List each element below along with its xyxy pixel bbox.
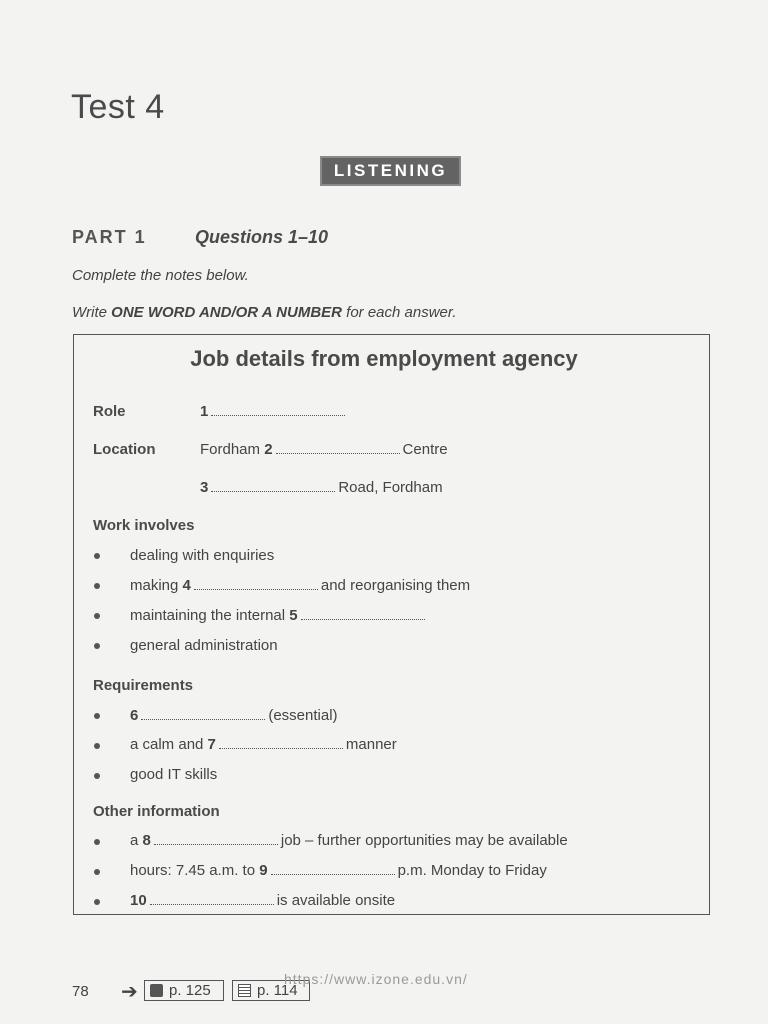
work-item-2 xyxy=(130,577,470,594)
other-item-2 xyxy=(130,862,547,879)
instruction-emphasis: ONE WORD AND/OR A NUMBER xyxy=(111,304,342,321)
answer-key-icon xyxy=(150,984,163,997)
section-badge: LISTENING xyxy=(320,156,461,186)
requirements-heading: Requirements xyxy=(93,677,194,694)
location-text: Road, Fordham xyxy=(338,479,443,496)
answer-blank[interactable] xyxy=(219,748,343,749)
instruction-line-2 xyxy=(72,304,457,321)
requirements-item-1 xyxy=(130,707,338,724)
answer-blank[interactable] xyxy=(271,874,395,875)
watermark: https://www.izone.edu.vn/ xyxy=(284,971,468,987)
answer-blank[interactable] xyxy=(154,844,278,845)
instruction-text: for each answer. xyxy=(342,304,457,321)
other-text: is available onsite xyxy=(276,892,396,909)
location-line-2 xyxy=(200,479,443,496)
arrow-right-icon: ➔ xyxy=(121,981,138,1003)
other-item-3 xyxy=(130,892,395,909)
answer-blank[interactable] xyxy=(150,904,274,905)
question-number: 2 xyxy=(264,441,273,458)
transcript-icon xyxy=(238,984,251,997)
question-number: 1 xyxy=(200,403,209,420)
question-number: 8 xyxy=(142,832,151,849)
work-item-3 xyxy=(130,607,428,624)
question-number: 9 xyxy=(259,862,268,879)
location-label: Location xyxy=(93,441,156,458)
questions-label: Questions 1–10 xyxy=(195,227,329,247)
requirements-item-2 xyxy=(130,736,397,753)
instruction-text: Write xyxy=(72,304,112,321)
location-text: Centre xyxy=(402,441,448,458)
other-text: a xyxy=(130,832,139,849)
requirements-text: a calm and xyxy=(130,736,204,753)
question-number: 4 xyxy=(182,577,191,594)
bullet-icon xyxy=(94,643,100,649)
answer-blank[interactable] xyxy=(276,453,400,454)
answer-key-reference[interactable] xyxy=(144,980,224,1001)
requirements-text: manner xyxy=(345,736,397,753)
answer-blank[interactable] xyxy=(194,589,318,590)
role-label: Role xyxy=(93,403,126,420)
work-text: making xyxy=(130,577,179,594)
work-item-4: general administration xyxy=(130,637,278,654)
answer-blank[interactable] xyxy=(211,491,335,492)
notes-title: Job details from employment agency xyxy=(190,346,578,371)
work-heading: Work involves xyxy=(93,517,195,534)
bullet-icon xyxy=(94,869,100,875)
answer-blank[interactable] xyxy=(301,619,425,620)
question-number: 5 xyxy=(289,607,298,624)
bullet-icon xyxy=(94,583,100,589)
location-text: Fordham xyxy=(200,441,261,458)
other-item-1 xyxy=(130,832,568,849)
other-text: job – further opportunities may be available xyxy=(280,832,568,849)
answer-key-page: p. 125 xyxy=(169,982,211,999)
transcript-page: p. 114 xyxy=(257,982,298,999)
answer-blank[interactable] xyxy=(141,719,265,720)
other-text: p.m. Monday to Friday xyxy=(397,862,547,879)
test-title: Test 4 xyxy=(71,88,165,126)
bullet-icon xyxy=(94,553,100,559)
bullet-icon xyxy=(94,713,100,719)
question-number: 3 xyxy=(200,479,209,496)
notes-box xyxy=(73,334,710,915)
location-line-1 xyxy=(200,441,448,458)
question-number: 10 xyxy=(130,892,147,909)
work-item-1: dealing with enquiries xyxy=(130,547,275,564)
bullet-icon xyxy=(94,743,100,749)
bullet-icon xyxy=(94,773,100,779)
part-label: PART 1 xyxy=(72,227,147,247)
role-answer xyxy=(200,403,348,420)
work-text: maintaining the internal xyxy=(130,607,286,624)
instruction-line-1: Complete the notes below. xyxy=(72,267,249,284)
other-heading: Other information xyxy=(93,803,220,820)
question-number: 6 xyxy=(130,707,139,724)
question-number: 7 xyxy=(207,736,216,753)
answer-blank[interactable] xyxy=(211,415,345,416)
bullet-icon xyxy=(94,613,100,619)
other-text: hours: 7.45 a.m. to xyxy=(130,862,256,879)
bullet-icon xyxy=(94,839,100,845)
bullet-icon xyxy=(94,899,100,905)
requirements-item-3: good IT skills xyxy=(130,766,218,783)
page-number: 78 xyxy=(72,983,89,1000)
work-text: and reorganising them xyxy=(320,577,471,594)
requirements-text: (essential) xyxy=(268,707,338,724)
